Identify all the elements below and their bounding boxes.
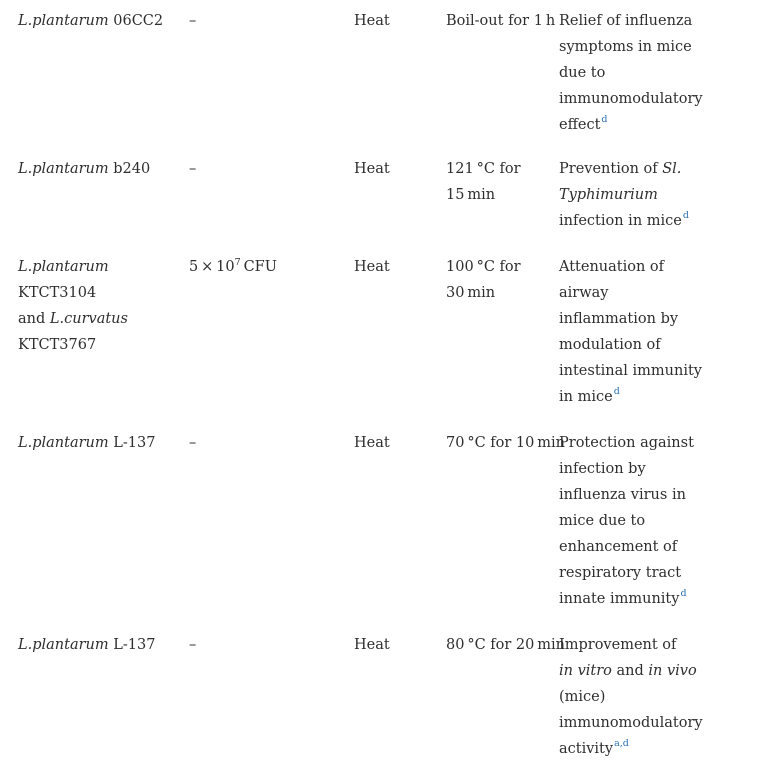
- effect-line: respiratory tract: [559, 565, 682, 581]
- footnote-link[interactable]: d: [682, 210, 689, 221]
- effect-line: symptoms in mice: [559, 39, 692, 55]
- condition-value: 70 °C for 10 min: [446, 435, 566, 451]
- footnote-link[interactable]: a,d: [614, 738, 629, 749]
- strain-cell: [12, 420, 183, 622]
- effect-line: influenza virus in: [559, 487, 686, 503]
- effect-species: Sl.: [662, 161, 682, 177]
- effect-line: modulation of: [559, 337, 661, 353]
- dose-cell: [183, 0, 348, 148]
- effect-conjunction: and: [611, 663, 649, 679]
- treatment-cell: [348, 0, 440, 148]
- effect-line: Improvement of: [559, 637, 677, 653]
- effect-line: Attenuation of: [559, 259, 665, 275]
- dose-unit: CFU: [240, 259, 277, 275]
- condition-cell: [440, 420, 566, 622]
- effect-text: infection in mice: [559, 213, 682, 229]
- strain-species: L.plantarum: [18, 259, 109, 275]
- dose-cell: [183, 420, 348, 622]
- strain-cell: [12, 622, 183, 772]
- condition-cell: [440, 148, 553, 244]
- footnote-link[interactable]: d: [680, 588, 687, 599]
- effect-line: inflammation by: [559, 311, 679, 327]
- table-row: [12, 0, 772, 148]
- condition-value: 80 °C for 20 min: [446, 637, 566, 653]
- effect-line: due to: [559, 65, 606, 81]
- effect-cell: [553, 244, 772, 420]
- condition-line: 15 min: [446, 187, 496, 203]
- effect-italic: in vivo: [648, 663, 697, 679]
- effect-line: intestinal immunity: [559, 363, 702, 379]
- strain-species: L.plantarum: [18, 13, 109, 29]
- treatment-cell: [348, 148, 440, 244]
- dose-cell: [183, 244, 348, 420]
- treatment-cell: [348, 622, 440, 772]
- dose-cell: [183, 622, 348, 772]
- table-row: [12, 148, 772, 244]
- treatment-value: Heat: [354, 13, 390, 29]
- strain-conjunction: and: [18, 311, 50, 327]
- effect-line: airway: [559, 285, 609, 301]
- effect-serovar: Typhimurium: [559, 187, 658, 203]
- treatment-cell: [348, 420, 440, 622]
- treatment-value: Heat: [354, 637, 390, 653]
- dose-cell: [183, 148, 348, 244]
- table-row: [12, 622, 772, 772]
- strain-code: L-137: [108, 435, 156, 451]
- strain-code: 06CC2: [108, 13, 164, 29]
- strain-code-2: KTCT3767: [18, 337, 97, 353]
- strain-code: b240: [108, 161, 151, 177]
- effect-italic: in vitro: [559, 663, 612, 679]
- table-row: [12, 244, 772, 420]
- strain-species-2: L.curvatus: [49, 311, 128, 327]
- table-row: [12, 420, 772, 622]
- footnote-link[interactable]: d: [601, 114, 608, 125]
- condition-line: 100 °C for: [446, 259, 521, 275]
- effect-line: enhancement of: [559, 539, 678, 555]
- treatment-value: Heat: [354, 435, 390, 451]
- effect-line: Relief of influenza: [559, 13, 693, 29]
- strain-species: L.plantarum: [18, 435, 109, 451]
- footnote-link[interactable]: d: [613, 386, 620, 397]
- probiotic-table: [12, 0, 772, 772]
- effect-line: Protection against: [559, 435, 694, 451]
- treatment-value: Heat: [354, 259, 390, 275]
- effect-line: effect: [559, 117, 601, 133]
- dose-exponent: 7: [234, 257, 241, 268]
- strain-cell: [12, 148, 183, 244]
- effect-cell: [553, 420, 772, 622]
- effect-cell: [553, 148, 772, 244]
- condition-line: 121 °C for: [446, 161, 521, 177]
- dose-value: –: [189, 13, 197, 29]
- treatment-cell: [348, 244, 440, 420]
- dose-base: 5 × 10: [189, 259, 235, 275]
- effect-line: in mice: [559, 389, 613, 405]
- effect-cell: [553, 622, 772, 772]
- effect-line: immunomodulatory: [559, 91, 703, 107]
- dose-value: –: [189, 161, 197, 177]
- dose-value: –: [189, 637, 197, 653]
- strain-cell: [12, 0, 183, 148]
- strain-cell: [12, 244, 183, 420]
- treatment-value: Heat: [354, 161, 390, 177]
- dose-value: –: [189, 435, 197, 451]
- effect-line: (mice): [559, 689, 606, 705]
- effect-line: activity: [559, 741, 614, 757]
- condition-cell: [440, 0, 556, 148]
- condition-line: 30 min: [446, 285, 496, 301]
- condition-cell: [440, 244, 553, 420]
- condition-value: Boil-out for 1 h: [446, 13, 556, 29]
- condition-cell: [440, 622, 566, 772]
- strain-species: L.plantarum: [18, 637, 109, 653]
- strain-code: L-137: [108, 637, 156, 653]
- effect-line: mice due to: [559, 513, 646, 529]
- effect-text: Prevention of: [559, 161, 663, 177]
- effect-line: innate immunity: [559, 591, 680, 607]
- effect-cell: [553, 0, 772, 148]
- effect-line: immunomodulatory: [559, 715, 703, 731]
- effect-line: infection by: [559, 461, 646, 477]
- strain-code: KTCT3104: [18, 285, 97, 301]
- strain-species: L.plantarum: [18, 161, 109, 177]
